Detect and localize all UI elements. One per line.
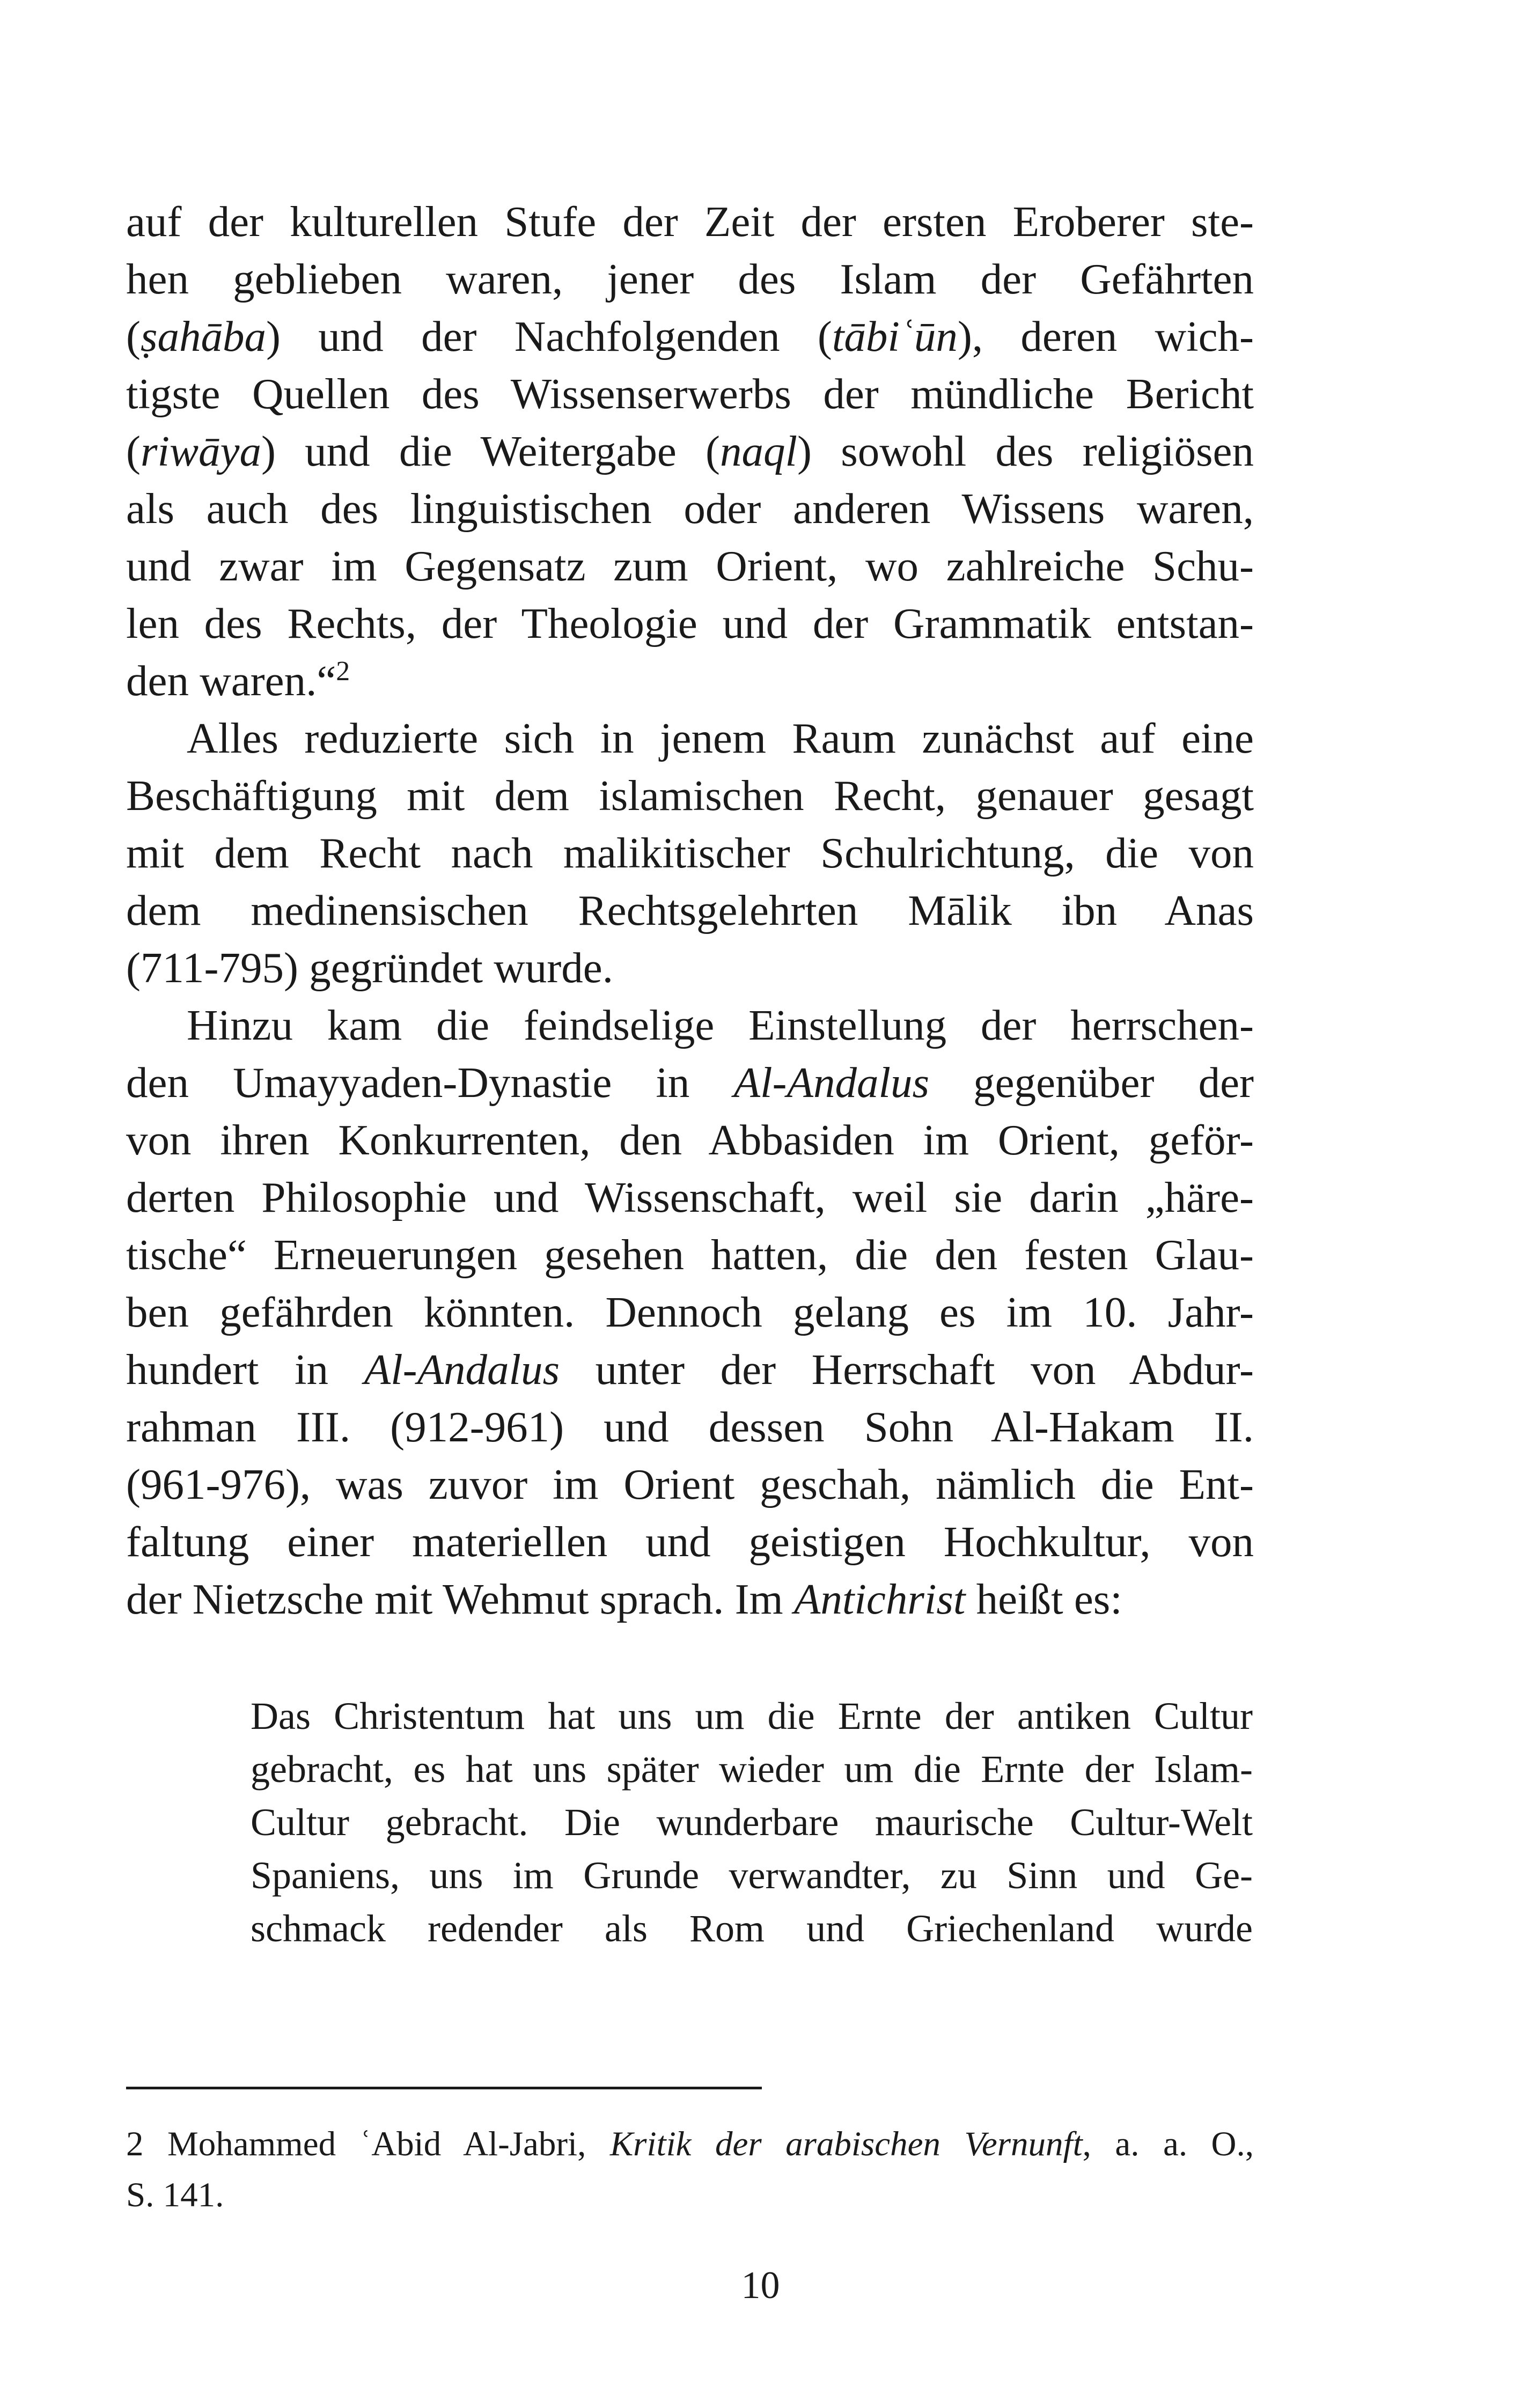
text-line: [126, 1341, 1254, 1398]
text-line: [126, 480, 1254, 537]
main-text: [126, 193, 1254, 1628]
text-line: [126, 939, 1254, 997]
quote-line: Spaniens, uns im Grunde verwandter, zu Sinn und Ge-: [251, 1854, 1253, 1897]
text-run: faltung einer materiellen und geistigen Hochkultur, von: [126, 1518, 1254, 1566]
text-run: von ihren Konkurrenten, den Abbasiden im Orient, geför-: [126, 1116, 1254, 1164]
text-line: [126, 193, 1254, 251]
italic-term: Kritik der arabischen Vernunft: [609, 2125, 1083, 2163]
footnote-reference: 2: [336, 656, 350, 687]
text-line: [126, 308, 1254, 365]
text-line: [126, 1284, 1254, 1341]
paragraph: [126, 997, 1254, 1628]
text-run: und zwar im Gegensatz zum Orient, wo zahlreiche Schu-: [126, 542, 1254, 590]
text-run: (: [126, 312, 141, 360]
text-run: heißt es:: [965, 1575, 1122, 1623]
text-line: [126, 537, 1254, 595]
text-run: ), deren wich-: [957, 312, 1254, 360]
text-line: [126, 1398, 1254, 1456]
text-run: hundert in: [126, 1345, 364, 1394]
footnote-line: [126, 2119, 1254, 2170]
text-line: [126, 251, 1254, 308]
text-run: Beschäftigung mit dem islamischen Recht, genauer gesagt: [126, 771, 1254, 820]
text-line: [126, 1513, 1254, 1571]
text-run: len des Rechts, der Theologie und der Grammatik entstan-: [126, 599, 1254, 647]
text-line: [126, 365, 1254, 423]
text-run: (: [126, 427, 141, 475]
italic-term: naql: [720, 427, 798, 475]
text-run: hen geblieben waren, jener des Islam der Gefährten: [126, 255, 1254, 303]
text-run: (961-976), was zuvor im Orient geschah, nämlich die Ent-: [126, 1460, 1254, 1508]
text-line: [126, 710, 1254, 767]
text-run: ) und die Weitergabe (: [261, 427, 721, 475]
text-line: [126, 595, 1254, 652]
text-line: [126, 882, 1254, 939]
text-run: Hinzu kam die feindselige Einstellung der herrschen-: [187, 1001, 1254, 1049]
text-run: derten Philosophie und Wissenschaft, weil sie darin „häre-: [126, 1173, 1254, 1221]
text-line: [126, 1111, 1254, 1169]
text-run: ) und der Nachfolgenden (: [266, 312, 832, 360]
text-line: [126, 1571, 1254, 1628]
footnote: [126, 2119, 1254, 2221]
text-run: ben gefährden könnten. Dennoch gelang es im 10. Jahr-: [126, 1288, 1254, 1336]
quote-line: schmack redender als Rom und Griechenland wurde: [251, 1907, 1253, 1950]
footnote-line: [126, 2170, 1254, 2221]
text-line: [126, 767, 1254, 824]
italic-term: tābiʿūn: [832, 312, 958, 360]
text-run: mit dem Recht nach malikitischer Schulrichtung, die von: [126, 829, 1254, 877]
page-number: 10: [741, 2264, 780, 2307]
text-run: auf der kulturellen Stufe der Zeit der ersten Eroberer ste-: [126, 197, 1254, 246]
text-run: ) sowohl des religiösen: [797, 427, 1254, 475]
text-line: [126, 423, 1254, 480]
text-run: der Nietzsche mit Wehmut sprach. Im: [126, 1575, 794, 1623]
text-run: Alles reduzierte sich in jenem Raum zunächst auf eine: [187, 714, 1254, 762]
text-run: tigste Quellen des Wissenserwerbs der mündliche Bericht: [126, 370, 1254, 418]
text-line: [126, 1169, 1254, 1226]
block-quote: [251, 1690, 1253, 1955]
italic-term: Antichrist: [793, 1575, 966, 1623]
quote-line: gebracht, es hat uns später wieder um die Ernte der Islam-: [251, 1748, 1253, 1791]
text-line: [126, 997, 1254, 1054]
paragraph: [126, 193, 1254, 710]
text-run: als auch des linguistischen oder anderen Wissens waren,: [126, 484, 1254, 533]
text-run: tische“ Erneuerungen gesehen hatten, die den festen Glau-: [126, 1231, 1254, 1279]
text-line: [126, 652, 1254, 710]
text-line: [126, 1456, 1254, 1513]
italic-term: riwāya: [140, 427, 261, 475]
text-run: den waren.“: [126, 657, 336, 705]
italic-term: Al-Andalus: [364, 1345, 560, 1394]
text-run: , a. a. O.,: [1082, 2125, 1254, 2163]
text-run: (711-795) gegründet wurde.: [126, 944, 613, 992]
text-run: 2 Mohammed ʿAbid Al-Jabri,: [126, 2125, 610, 2163]
text-line: [126, 1226, 1254, 1284]
italic-term: Al-Andalus: [733, 1058, 930, 1107]
text-run: S. 141.: [126, 2176, 224, 2214]
text-run: dem medinensischen Rechtsgelehrten Mālik ibn Anas: [126, 886, 1254, 934]
text-run: rahman III. (912-961) und dessen Sohn Al-Hakam II.: [126, 1403, 1254, 1451]
footnote-separator: [126, 2087, 762, 2089]
paragraph: [126, 710, 1254, 997]
text-run: gegenüber der: [929, 1058, 1254, 1107]
quote-line: Cultur gebracht. Die wunderbare maurische Cultur-Welt: [251, 1801, 1253, 1844]
text-run: den Umayyaden-Dynastie in: [126, 1058, 734, 1107]
quote-line: Das Christentum hat uns um die Ernte der antiken Cultur: [251, 1695, 1253, 1737]
text-line: [126, 1054, 1254, 1111]
italic-term: ṣahāba: [140, 312, 267, 360]
text-run: unter der Herrschaft von Abdur-: [560, 1345, 1254, 1394]
text-line: [126, 824, 1254, 882]
